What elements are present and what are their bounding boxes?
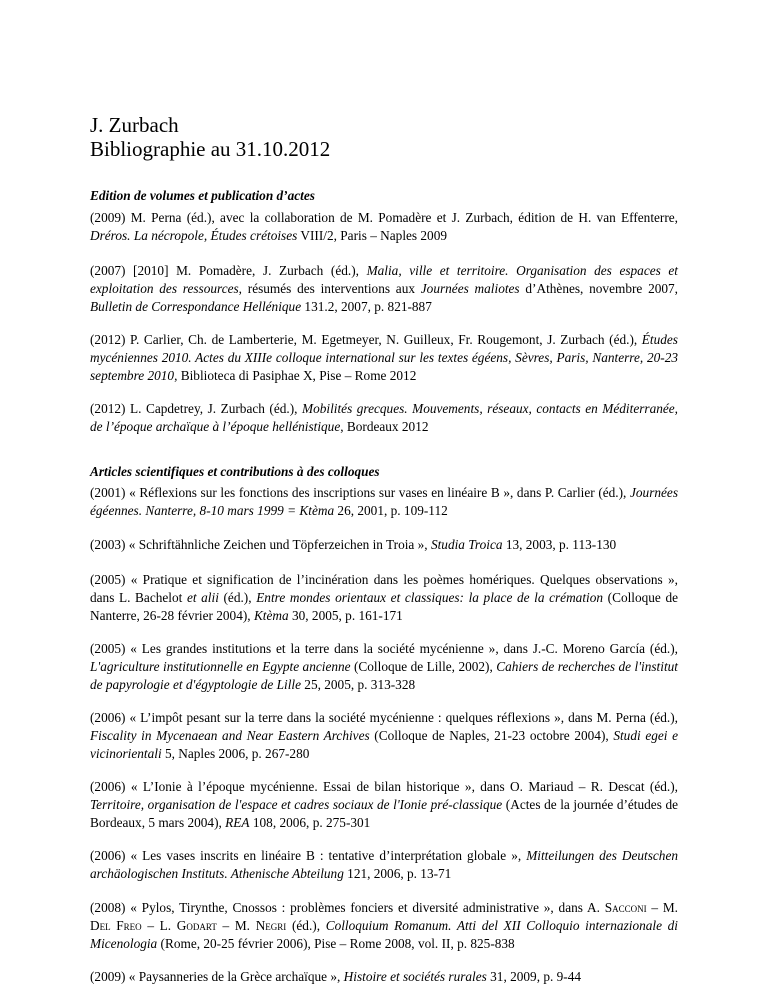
entry-italic-segment: Colloquium Romanum. Atti del XII Colloquio internazionale di Micenologia: [90, 918, 679, 951]
entry-text-segment: – M.: [216, 918, 256, 933]
entry-text-segment: (2006) « L’impôt pesant sur la terre dans la société mycénienne : quelques réflexions », dans M. Perna (éd.),: [90, 710, 678, 725]
entry-text-segment: (2009) M. Perna (éd.), avec la collaboration de M. Pomadère et J. Zurbach, édition de H. van Effenterre,: [90, 210, 678, 225]
entry-smallcaps-segment: Negri: [255, 918, 287, 933]
entry-text-segment: 5, Naples 2006, p. 267-280: [161, 746, 310, 761]
entry-text-segment: 131.2, 2007, p. 821-887: [301, 299, 432, 314]
entry-text-segment: (2012) L. Capdetrey, J. Zurbach (éd.),: [90, 401, 303, 416]
entry-text-segment: , résumés des interventions aux: [238, 281, 421, 296]
entry-text-segment: d’Athènes, novembre 2007,: [519, 281, 678, 296]
bibliography-entry: [90, 571, 678, 625]
entry-italic-segment: Bulletin de Correspondance Hellénique: [90, 299, 302, 314]
entry-text-segment: , Bordeaux 2012: [340, 419, 429, 434]
entry-text-segment: – L.: [141, 918, 177, 933]
entry-text-segment: , Biblioteca di Pasiphae X, Pise – Rome 2012: [174, 368, 417, 383]
entry-italic-segment: Histoire et sociétés rurales: [343, 969, 487, 984]
entry-text-segment: (Actes de la journée d’études de Bordeaux, 5 mars 2004),: [90, 797, 678, 830]
entry-text-segment: 26, 2001, p. 109-112: [334, 503, 448, 518]
entry-text-segment: (2005) « Les grandes institutions et la terre dans la société mycénienne », dans J.-C. Moreno García (éd.),: [90, 641, 678, 656]
bibliography-entry: [90, 536, 678, 554]
entry-text-segment: 121, 2006, p. 13-71: [343, 866, 452, 881]
bibliography-entry: [90, 262, 678, 316]
entry-italic-segment: Cahiers de recherches de l'institut de papyrologie et d'égyptologie de Lille: [90, 659, 678, 692]
entry-italic-segment: Studi egei e vicinorientali: [90, 728, 678, 761]
entry-text-segment: (éd.),: [218, 590, 257, 605]
entry-text-segment: (2008) « Pylos, Tirynthe, Cnossos : problèmes fonciers et diversité administrative », dans A.: [90, 900, 605, 915]
entry-italic-segment: Entre mondes orientaux et classiques: la place de la crémation: [256, 590, 604, 605]
entry-italic-segment: Mobilités grecques. Mouvements, réseaux, contacts en Méditerranée, de l’époque archaïque à l’époque hellénistique: [90, 401, 678, 434]
document-title: [90, 113, 330, 161]
entry-italic-segment: Mitteilungen des Deutschen archäologischen Instituts. Athenische Abteilung: [90, 848, 678, 881]
entry-italic-segment: Ktèma: [253, 608, 289, 623]
entry-text-segment: (éd.),: [286, 918, 326, 933]
bibliography-entry: [90, 400, 678, 436]
bibliography-entry: [90, 847, 678, 883]
entry-italic-segment: Journées maliotes: [420, 281, 520, 296]
entry-text-segment: (Colloque de Naples, 21-23 octobre 2004),: [369, 728, 614, 743]
entry-italic-segment: L'agriculture institutionnelle en Egypte ancienne: [90, 659, 351, 674]
entry-smallcaps-segment: Del Freo: [90, 918, 142, 933]
bibliography-entry: [90, 778, 678, 832]
bibliography-entry: [90, 331, 678, 385]
entry-italic-segment: et alii: [186, 590, 219, 605]
section-heading-editions: Edition de volumes et publication d’actes: [90, 188, 315, 203]
entry-text-segment: (2006) « Les vases inscrits en linéaire B : tentative d’interprétation globale »,: [90, 848, 527, 863]
bibliography-entry: [90, 709, 678, 763]
entry-text-segment: (2009) « Paysanneries de la Grèce archaïque »,: [90, 969, 344, 984]
entry-text-segment: 31, 2009, p. 9-44: [486, 969, 582, 984]
entry-text-segment: VIII/2, Paris – Naples 2009: [297, 228, 448, 243]
entry-text-segment: (2001) « Réflexions sur les fonctions des inscriptions sur vases en linéaire B », dans P. Carlier (éd.),: [90, 485, 630, 500]
bibliography-entry: [90, 640, 678, 694]
author-name: J. Zurbach: [90, 113, 179, 137]
bibliography-entry: [90, 899, 678, 953]
entry-smallcaps-segment: Sacconi: [604, 900, 647, 915]
section-heading-articles: Articles scientifiques et contributions à des colloques: [90, 464, 380, 479]
entry-text-segment: (2007) [2010] M. Pomadère, J. Zurbach (éd.),: [90, 263, 367, 278]
entry-text-segment: (2005) « Pratique et signification de l’incinération dans les poèmes homériques. Quelques observations », dans L. Bachelot: [90, 572, 678, 605]
entry-italic-segment: Études mycéniennes 2010. Actes du XIIIe colloque international sur les textes égéens, Sèvres, Paris, Nanterre, 20-23 septembre 2010: [90, 332, 678, 383]
entry-italic-segment: Journées égéennes. Nanterre, 8-10 mars 1999 = Ktèma: [90, 485, 678, 518]
entry-italic-segment: Studia Troica: [430, 537, 503, 552]
bibliography-subtitle: Bibliographie au 31.10.2012: [90, 137, 331, 161]
entry-text-segment: (Rome, 20-25 février 2006), Pise – Rome 2008, vol. II, p. 825-838: [157, 936, 515, 951]
bibliography-entry: [90, 484, 678, 520]
entry-text-segment: 30, 2005, p. 161-171: [288, 608, 403, 623]
entry-text-segment: – M.: [646, 900, 678, 915]
entry-italic-segment: Malia, ville et territoire. Organisation des espaces et exploitation des ressources: [90, 263, 678, 296]
entry-text-segment: (Colloque de Lille, 2002),: [350, 659, 497, 674]
bibliography-entry: [90, 968, 678, 986]
entry-italic-segment: REA: [225, 815, 250, 830]
entry-text-segment: (Colloque de Nanterre, 26-28 février 2004),: [90, 590, 678, 623]
entry-text-segment: 25, 2005, p. 313-328: [300, 677, 416, 692]
entry-text-segment: (2012) P. Carlier, Ch. de Lamberterie, M. Egetmeyer, N. Guilleux, Fr. Rougemont, J. Zurbach (éd.),: [90, 332, 642, 347]
bibliography-entry: [90, 209, 678, 245]
entry-text-segment: 13, 2003, p. 113-130: [502, 537, 617, 552]
entry-italic-segment: Territoire, organisation de l'espace et cadres sociaux de l'Ionie pré-classique: [90, 797, 503, 812]
entry-text-segment: (2003) « Schriftähnliche Zeichen und Töpferzeichen in Troia »,: [90, 537, 431, 552]
entry-italic-segment: Fiscality in Mycenaean and Near Eastern Archives: [90, 728, 370, 743]
entry-italic-segment: Dréros. La nécropole, Études crétoises: [90, 228, 298, 243]
entry-text-segment: 108, 2006, p. 275-301: [249, 815, 371, 830]
entry-text-segment: (2006) « L’Ionie à l’époque mycénienne. Essai de bilan historique », dans O. Mariaud – R. Descat (éd.),: [90, 779, 678, 794]
entry-smallcaps-segment: Godart: [176, 918, 217, 933]
